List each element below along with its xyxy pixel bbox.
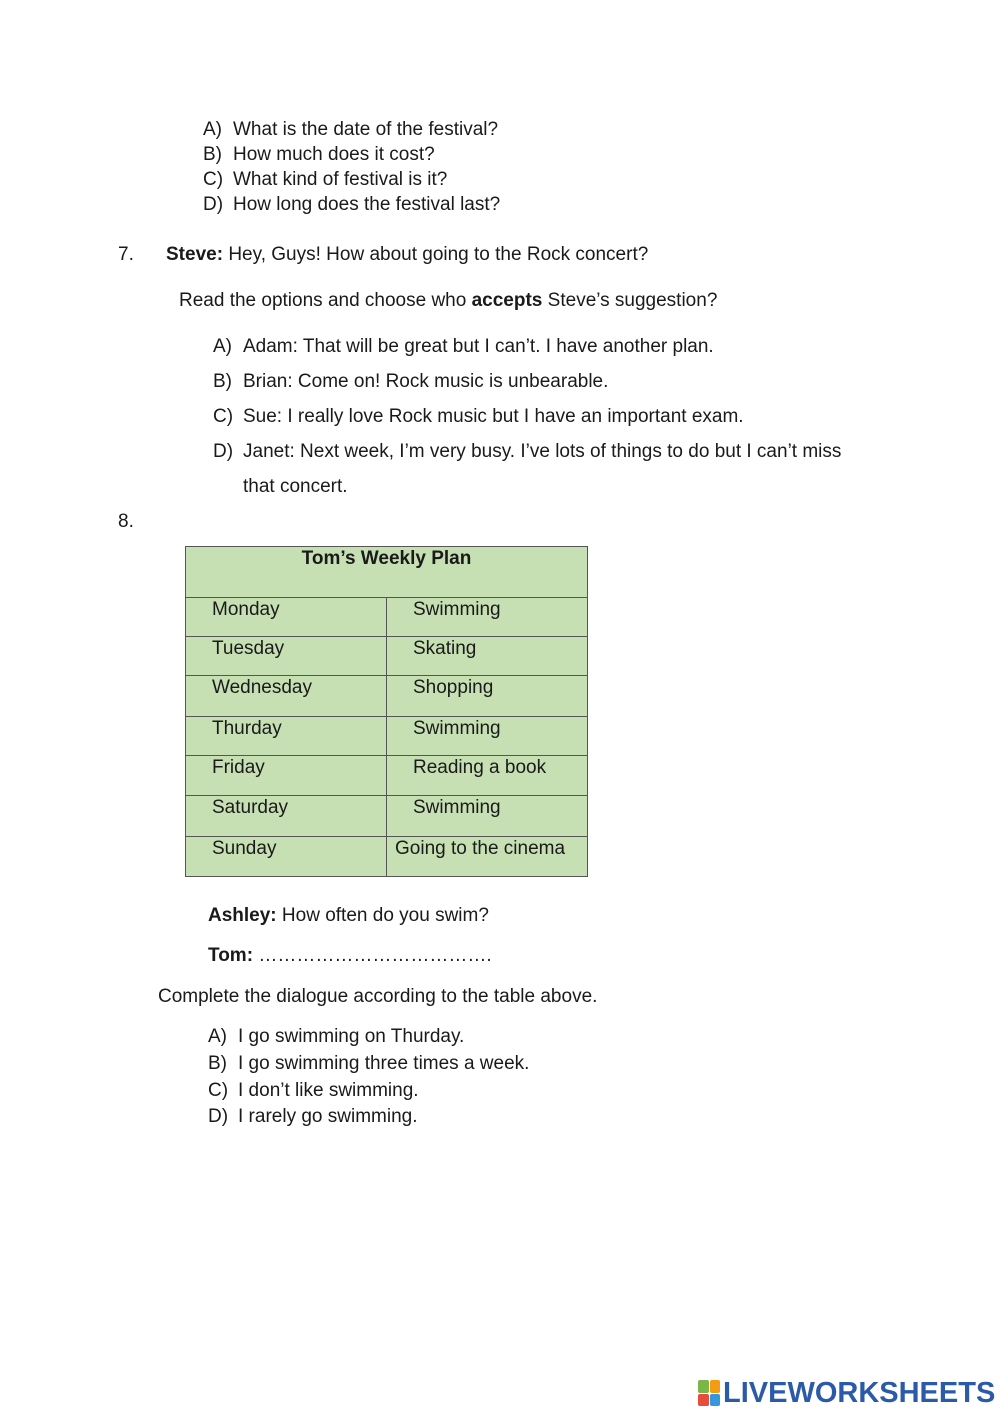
q7-speaker: Steve:	[166, 244, 224, 265]
table-row	[186, 756, 588, 796]
option-letter: C)	[208, 1080, 229, 1101]
option-letter: C)	[203, 169, 224, 190]
liveworksheets-logo[interactable]	[698, 1378, 995, 1408]
q8-instruction: Complete the dialogue according to the table above.	[158, 986, 598, 1007]
option-letter: D)	[213, 441, 234, 462]
tom-line	[208, 945, 492, 967]
q6-option-b[interactable]	[203, 144, 435, 166]
day-cell: Thurday	[186, 717, 387, 756]
option-text: I go swimming three times a week.	[238, 1053, 530, 1074]
table-header-row	[186, 547, 588, 598]
option-text: Brian: Come on! Rock music is unbearable.	[243, 371, 609, 392]
tom-label: Tom:	[208, 945, 254, 966]
ashley-line	[208, 905, 489, 927]
option-letter: B)	[213, 371, 232, 392]
option-text: How long does the festival last?	[233, 194, 501, 215]
q6-option-a[interactable]	[203, 119, 498, 141]
day-cell: Monday	[186, 598, 387, 637]
activity-cell: Reading a book	[387, 756, 588, 796]
q8-option-c[interactable]	[208, 1080, 419, 1102]
q7-option-d-continuation: that concert.	[243, 476, 348, 497]
activity-cell: Swimming	[387, 796, 588, 837]
logo-tile-green	[698, 1380, 709, 1393]
day-cell: Wednesday	[186, 676, 387, 717]
q7-instruction	[179, 290, 717, 312]
q8-option-b[interactable]	[208, 1053, 529, 1075]
table-row	[186, 676, 588, 717]
table-row	[186, 598, 588, 637]
option-text: I go swimming on Thurday.	[238, 1026, 465, 1047]
option-text: I rarely go swimming.	[238, 1106, 418, 1127]
weekly-plan-table	[185, 546, 588, 877]
option-letter: B)	[203, 144, 222, 165]
day-cell: Sunday	[186, 837, 387, 877]
table-row	[186, 717, 588, 756]
q8-option-d[interactable]	[208, 1106, 418, 1128]
table-row	[186, 637, 588, 676]
q7-option-a[interactable]	[213, 336, 714, 358]
ashley-label: Ashley:	[208, 905, 277, 926]
option-text: I don’t like swimming.	[238, 1080, 419, 1101]
option-text: Sue: I really love Rock music but I have an important exam.	[243, 406, 744, 427]
q7-number: 7.	[118, 244, 134, 265]
option-text: What kind of festival is it?	[233, 169, 448, 190]
activity-cell: Shopping	[387, 676, 588, 717]
option-text: Janet: Next week, I’m very busy. I’ve lots of things to do but I can’t miss	[243, 441, 842, 462]
q7-instruction-pre: Read the options and choose who	[179, 290, 467, 311]
day-cell: Friday	[186, 756, 387, 796]
tom-answer-blank[interactable]: ……………………………….	[258, 945, 492, 966]
q7-prompt	[166, 244, 648, 266]
q7-option-b[interactable]	[213, 371, 608, 393]
option-text: How much does it cost?	[233, 144, 435, 165]
option-letter: D)	[203, 194, 224, 215]
option-letter: A)	[213, 336, 232, 357]
q7-option-d[interactable]	[213, 441, 841, 463]
option-text: What is the date of the festival?	[233, 119, 499, 140]
table-row	[186, 796, 588, 837]
logo-mark-icon	[698, 1380, 720, 1406]
option-letter: D)	[208, 1106, 229, 1127]
activity-cell: Swimming	[387, 717, 588, 756]
logo-tile-orange	[710, 1380, 721, 1393]
q7-option-c[interactable]	[213, 406, 744, 428]
day-cell: Saturday	[186, 796, 387, 837]
activity-cell: Swimming	[387, 598, 588, 637]
option-text: Adam: That will be great but I can’t. I have another plan.	[243, 336, 714, 357]
activity-cell: Skating	[387, 637, 588, 676]
q8-option-a[interactable]	[208, 1026, 464, 1048]
logo-tile-red	[698, 1394, 709, 1407]
table-title: Tom’s Weekly Plan	[186, 547, 588, 598]
q7-instruction-post: Steve’s suggestion?	[547, 290, 718, 311]
option-letter: A)	[208, 1026, 227, 1047]
ashley-text: How often do you swim?	[281, 905, 489, 926]
q6-option-c[interactable]	[203, 169, 447, 191]
q6-option-d[interactable]	[203, 194, 500, 216]
logo-tile-blue	[710, 1394, 721, 1407]
logo-text: LIVEWORKSHEETS	[723, 1377, 996, 1409]
q7-line: Hey, Guys! How about going to the Rock concert?	[228, 244, 649, 265]
option-letter: B)	[208, 1053, 227, 1074]
q8-number: 8.	[118, 511, 134, 532]
activity-cell: Going to the cinema	[387, 837, 588, 877]
day-cell: Tuesday	[186, 637, 387, 676]
option-letter: A)	[203, 119, 222, 140]
q7-instruction-bold: accepts	[471, 290, 543, 311]
table-row	[186, 837, 588, 877]
option-letter: C)	[213, 406, 234, 427]
